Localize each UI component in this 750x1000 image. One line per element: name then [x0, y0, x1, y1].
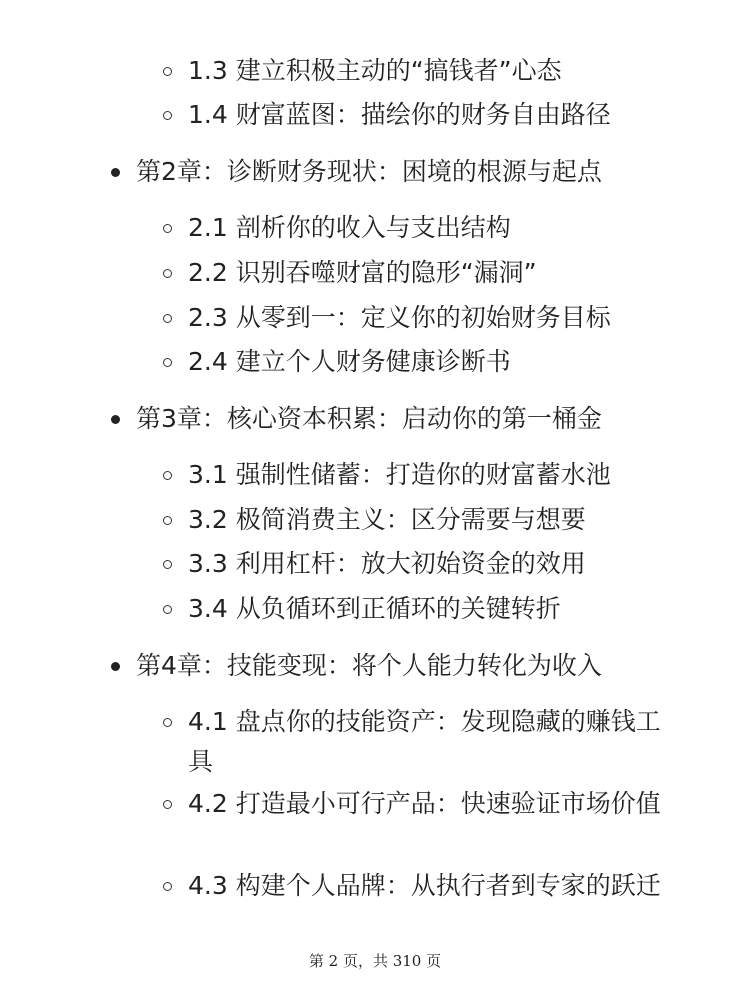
- hollow-bullet-icon: [163, 269, 172, 278]
- hollow-bullet-icon: [163, 358, 172, 367]
- hollow-bullet-icon: [163, 560, 172, 569]
- toc-section-3-1: 3.1 强制性储蓄：打造你的财富蓄水池: [188, 460, 611, 489]
- toc-section-1-3: 1.3 建立积极主动的“搞钱者”心态: [188, 56, 562, 85]
- hollow-bullet-icon: [163, 800, 172, 809]
- hollow-bullet-icon: [163, 111, 172, 120]
- toc-chapter-2: 第2章：诊断财务现状：困境的根源与起点: [136, 157, 602, 186]
- toc-chapter-3: 第3章：核心资本积累：启动你的第一桶金: [136, 404, 602, 433]
- solid-bullet-icon: [111, 168, 120, 177]
- toc-section-3-4: 3.4 从负循环到正循环的关键转折: [188, 594, 561, 623]
- toc-section-3-2: 3.2 极简消费主义：区分需要与想要: [188, 505, 586, 534]
- hollow-bullet-icon: [163, 224, 172, 233]
- toc-section-2-3: 2.3 从零到一：定义你的初始财务目标: [188, 303, 611, 332]
- toc-section-2-2: 2.2 识别吞噬财富的隐形“漏洞”: [188, 258, 537, 287]
- page-number-footer: 第 2 页，共 310 页: [308, 952, 442, 970]
- toc-section-4-2: 4.2 打造最小可行产品：快速验证市场价值: [188, 789, 661, 818]
- hollow-bullet-icon: [163, 314, 172, 323]
- toc-section-3-3: 3.3 利用杠杆：放大初始资金的效用: [188, 549, 586, 578]
- toc-section-2-4: 2.4 建立个人财务健康诊断书: [188, 347, 511, 376]
- toc-chapter-4: 第4章：技能变现：将个人能力转化为收入: [136, 651, 602, 680]
- solid-bullet-icon: [111, 415, 120, 424]
- toc-section-2-1: 2.1 剖析你的收入与支出结构: [188, 213, 511, 242]
- toc-section-4-1: 4.1 盘点你的技能资产：发现隐藏的赚钱工具: [188, 707, 661, 776]
- hollow-bullet-icon: [163, 718, 172, 727]
- toc-section-4-3: 4.3 构建个人品牌：从执行者到专家的跃迁: [188, 871, 661, 900]
- hollow-bullet-icon: [163, 516, 172, 525]
- hollow-bullet-icon: [163, 67, 172, 76]
- toc-section-1-4: 1.4 财富蓝图：描绘你的财务自由路径: [188, 100, 611, 129]
- hollow-bullet-icon: [163, 882, 172, 891]
- hollow-bullet-icon: [163, 605, 172, 614]
- hollow-bullet-icon: [163, 471, 172, 480]
- solid-bullet-icon: [111, 662, 120, 671]
